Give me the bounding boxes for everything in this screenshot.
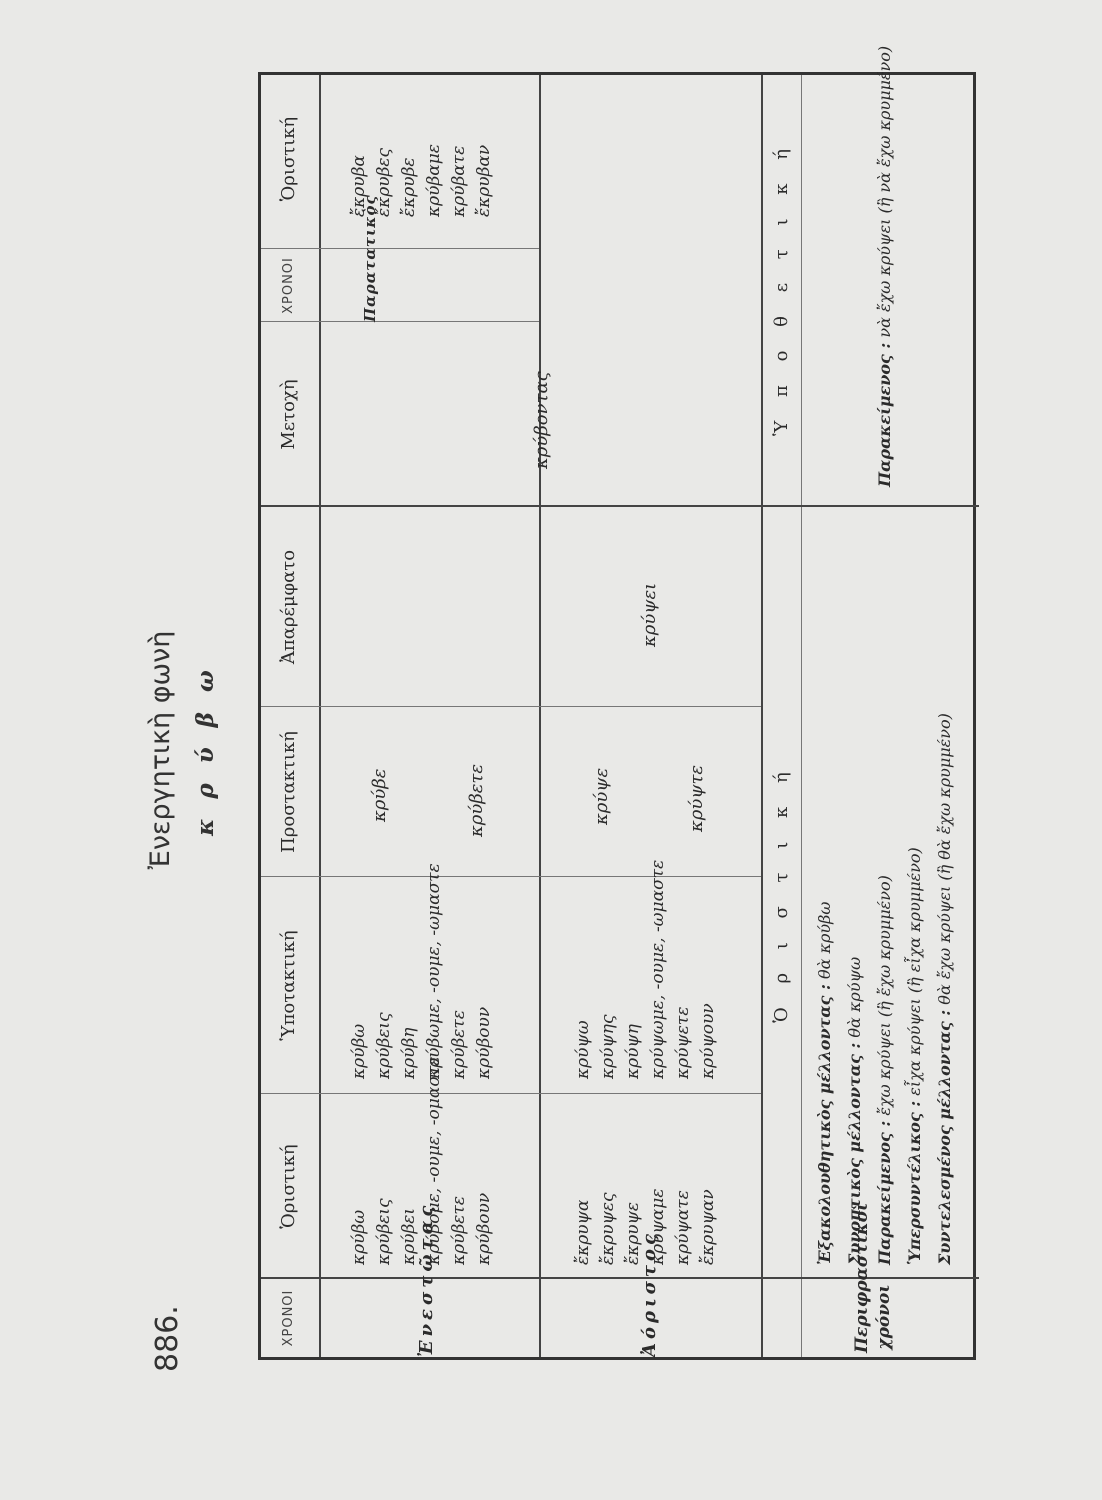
form: κρύβω bbox=[349, 1023, 369, 1079]
page-number: 886. bbox=[150, 1305, 185, 1372]
form: κρύβω bbox=[349, 1209, 369, 1265]
periphrastic-subjunctive-line bbox=[875, 46, 894, 487]
center-rule bbox=[261, 505, 979, 507]
form: ἔκρυψαν bbox=[698, 1189, 718, 1265]
present-rule bbox=[539, 75, 541, 1357]
header-tenses: ΧΡΟΝΟΙ bbox=[281, 1289, 296, 1347]
header-infinitive: Ἀπαρέμφατο bbox=[278, 549, 299, 665]
conjugation-table bbox=[258, 45, 976, 1360]
col-rule-3 bbox=[261, 706, 761, 707]
present-participle: κρύβοντας bbox=[531, 371, 552, 469]
form: κρύβωμε, -ουμε, -ωμαστε bbox=[424, 863, 444, 1079]
present-imperative-pl: κρύβετε bbox=[466, 763, 487, 837]
periphrastic-label: Περιφραστικοὶ χρόνοι bbox=[852, 1202, 894, 1353]
periphrastic-line bbox=[815, 902, 834, 1265]
aorist-subjunctive-forms bbox=[571, 860, 721, 1079]
form: κρύβει bbox=[399, 1207, 419, 1265]
aorist-rule bbox=[761, 75, 763, 1357]
aorist-infinitive: κρύψει bbox=[639, 582, 660, 647]
form: κρύβετε bbox=[449, 1196, 469, 1265]
form: κρύβομε, -ουμε, -ομαστε bbox=[424, 1056, 444, 1265]
periphrastic-line bbox=[935, 713, 954, 1265]
tense-form: νὰ ἔχω κρύψει (ἢ νὰ ἔχω κρυμμένο) bbox=[875, 45, 894, 338]
form: κρύψω bbox=[573, 1020, 593, 1079]
header-participle: Μετοχὴ bbox=[278, 379, 299, 450]
form: κρύψωμε, -ουμε, -ωμαστε bbox=[648, 859, 668, 1079]
periphrastic-line bbox=[875, 875, 894, 1265]
form: ἔκρυβες bbox=[374, 147, 394, 217]
present-indicative-forms bbox=[347, 1057, 497, 1265]
tense-form: εἶχα κρύψει (ἢ εἶχα κρυμμένο) bbox=[905, 847, 924, 1096]
page-title: Ἐνεργητικὴ φωνὴ bbox=[145, 630, 176, 870]
header-imperative: Προστακτική bbox=[278, 731, 299, 853]
col-rule-1 bbox=[261, 1093, 761, 1094]
header-indicative: Ὁριστική bbox=[278, 1144, 299, 1229]
form: ἔκρυψα bbox=[573, 1199, 593, 1265]
row-label-imperfect: Παρατατικὸς bbox=[361, 194, 379, 322]
form: κρύψαμε bbox=[648, 1188, 668, 1265]
form: κρύβαμε bbox=[424, 144, 444, 217]
tense-form: θὰ κρύψω bbox=[845, 956, 864, 1038]
form: κρύβατε bbox=[449, 145, 469, 217]
mood-rule bbox=[801, 75, 802, 1357]
verb-title: κ ρ ύ β ω bbox=[192, 664, 219, 836]
tense-name: Συνοπτικὸς μέλλοντας : bbox=[845, 1042, 864, 1265]
header-rule bbox=[319, 75, 321, 1357]
tense-form: θὰ κρύβω bbox=[815, 901, 834, 980]
tense-form: ἔχω κρύψει (ἢ ἔχω κρυμμένο) bbox=[875, 875, 894, 1116]
form: κρύβουν bbox=[474, 1192, 494, 1265]
present-subjunctive-forms bbox=[347, 863, 497, 1079]
form: κρύψουν bbox=[698, 1003, 718, 1079]
form: ἔκρυβε bbox=[399, 157, 419, 217]
form: κρύβουν bbox=[474, 1006, 494, 1079]
periphrastic-line bbox=[845, 957, 864, 1265]
tense-name: Ἐξακολουθητικὸς μέλλοντας : bbox=[815, 984, 834, 1265]
form: ἔκρυβα bbox=[349, 155, 369, 217]
header-subjunctive: Ὑποτακτική bbox=[278, 930, 299, 1041]
imperfect-indicative-forms bbox=[347, 144, 497, 217]
periphrastic-line bbox=[905, 847, 924, 1265]
form: ἔκρυβαν bbox=[474, 144, 494, 217]
aorist-imperative-pl: κρύψτε bbox=[686, 764, 707, 832]
aorist-indicative-forms bbox=[571, 1189, 721, 1265]
form: κρύψετε bbox=[673, 1006, 693, 1079]
present-imperative-sg: κρύβε bbox=[369, 768, 390, 822]
tense-form: θὰ ἔχω κρύψει (ἢ θὰ ἔχω κρυμμένο) bbox=[935, 713, 954, 1005]
form: κρύβη bbox=[399, 1027, 419, 1079]
row-label-present: Ἐνεστῶτας bbox=[416, 1201, 437, 1357]
form: κρύβεις bbox=[374, 1198, 394, 1265]
aorist-imperative-sg: κρύψε bbox=[591, 767, 612, 825]
mood-label-indicative: Ὁ ρ ι σ τ ι κ ή bbox=[771, 763, 792, 1023]
col-rule-5 bbox=[261, 248, 539, 249]
mood-label-subjunctive: Ὑ π ο θ ε τ ι κ ή bbox=[771, 140, 792, 436]
row-label-aorist: Ἀόριστος bbox=[639, 1229, 660, 1357]
form: κρύψατε bbox=[673, 1190, 693, 1265]
form: κρύψη bbox=[623, 1024, 643, 1079]
form: κρύβετε bbox=[449, 1010, 469, 1079]
form: ἔκρυψες bbox=[598, 1192, 618, 1265]
form: κρύψης bbox=[598, 1014, 618, 1079]
form: κρύβεις bbox=[374, 1012, 394, 1079]
header-indicative-2: Ὁριστική bbox=[278, 116, 299, 202]
form: ἔκρυψε bbox=[623, 1201, 643, 1265]
col-rule-4 bbox=[261, 321, 539, 322]
tense-name: Συντελεσμένος μέλλοντας : bbox=[935, 1009, 954, 1265]
tense-name: Παρακείμενος : bbox=[875, 1120, 894, 1265]
tense-name: Ὑπερσυντέλικος : bbox=[905, 1100, 924, 1265]
tense-name: Παρακείμενος : bbox=[875, 342, 894, 487]
header-tenses-2: ΧΡΟΝΟΙ bbox=[281, 257, 296, 314]
